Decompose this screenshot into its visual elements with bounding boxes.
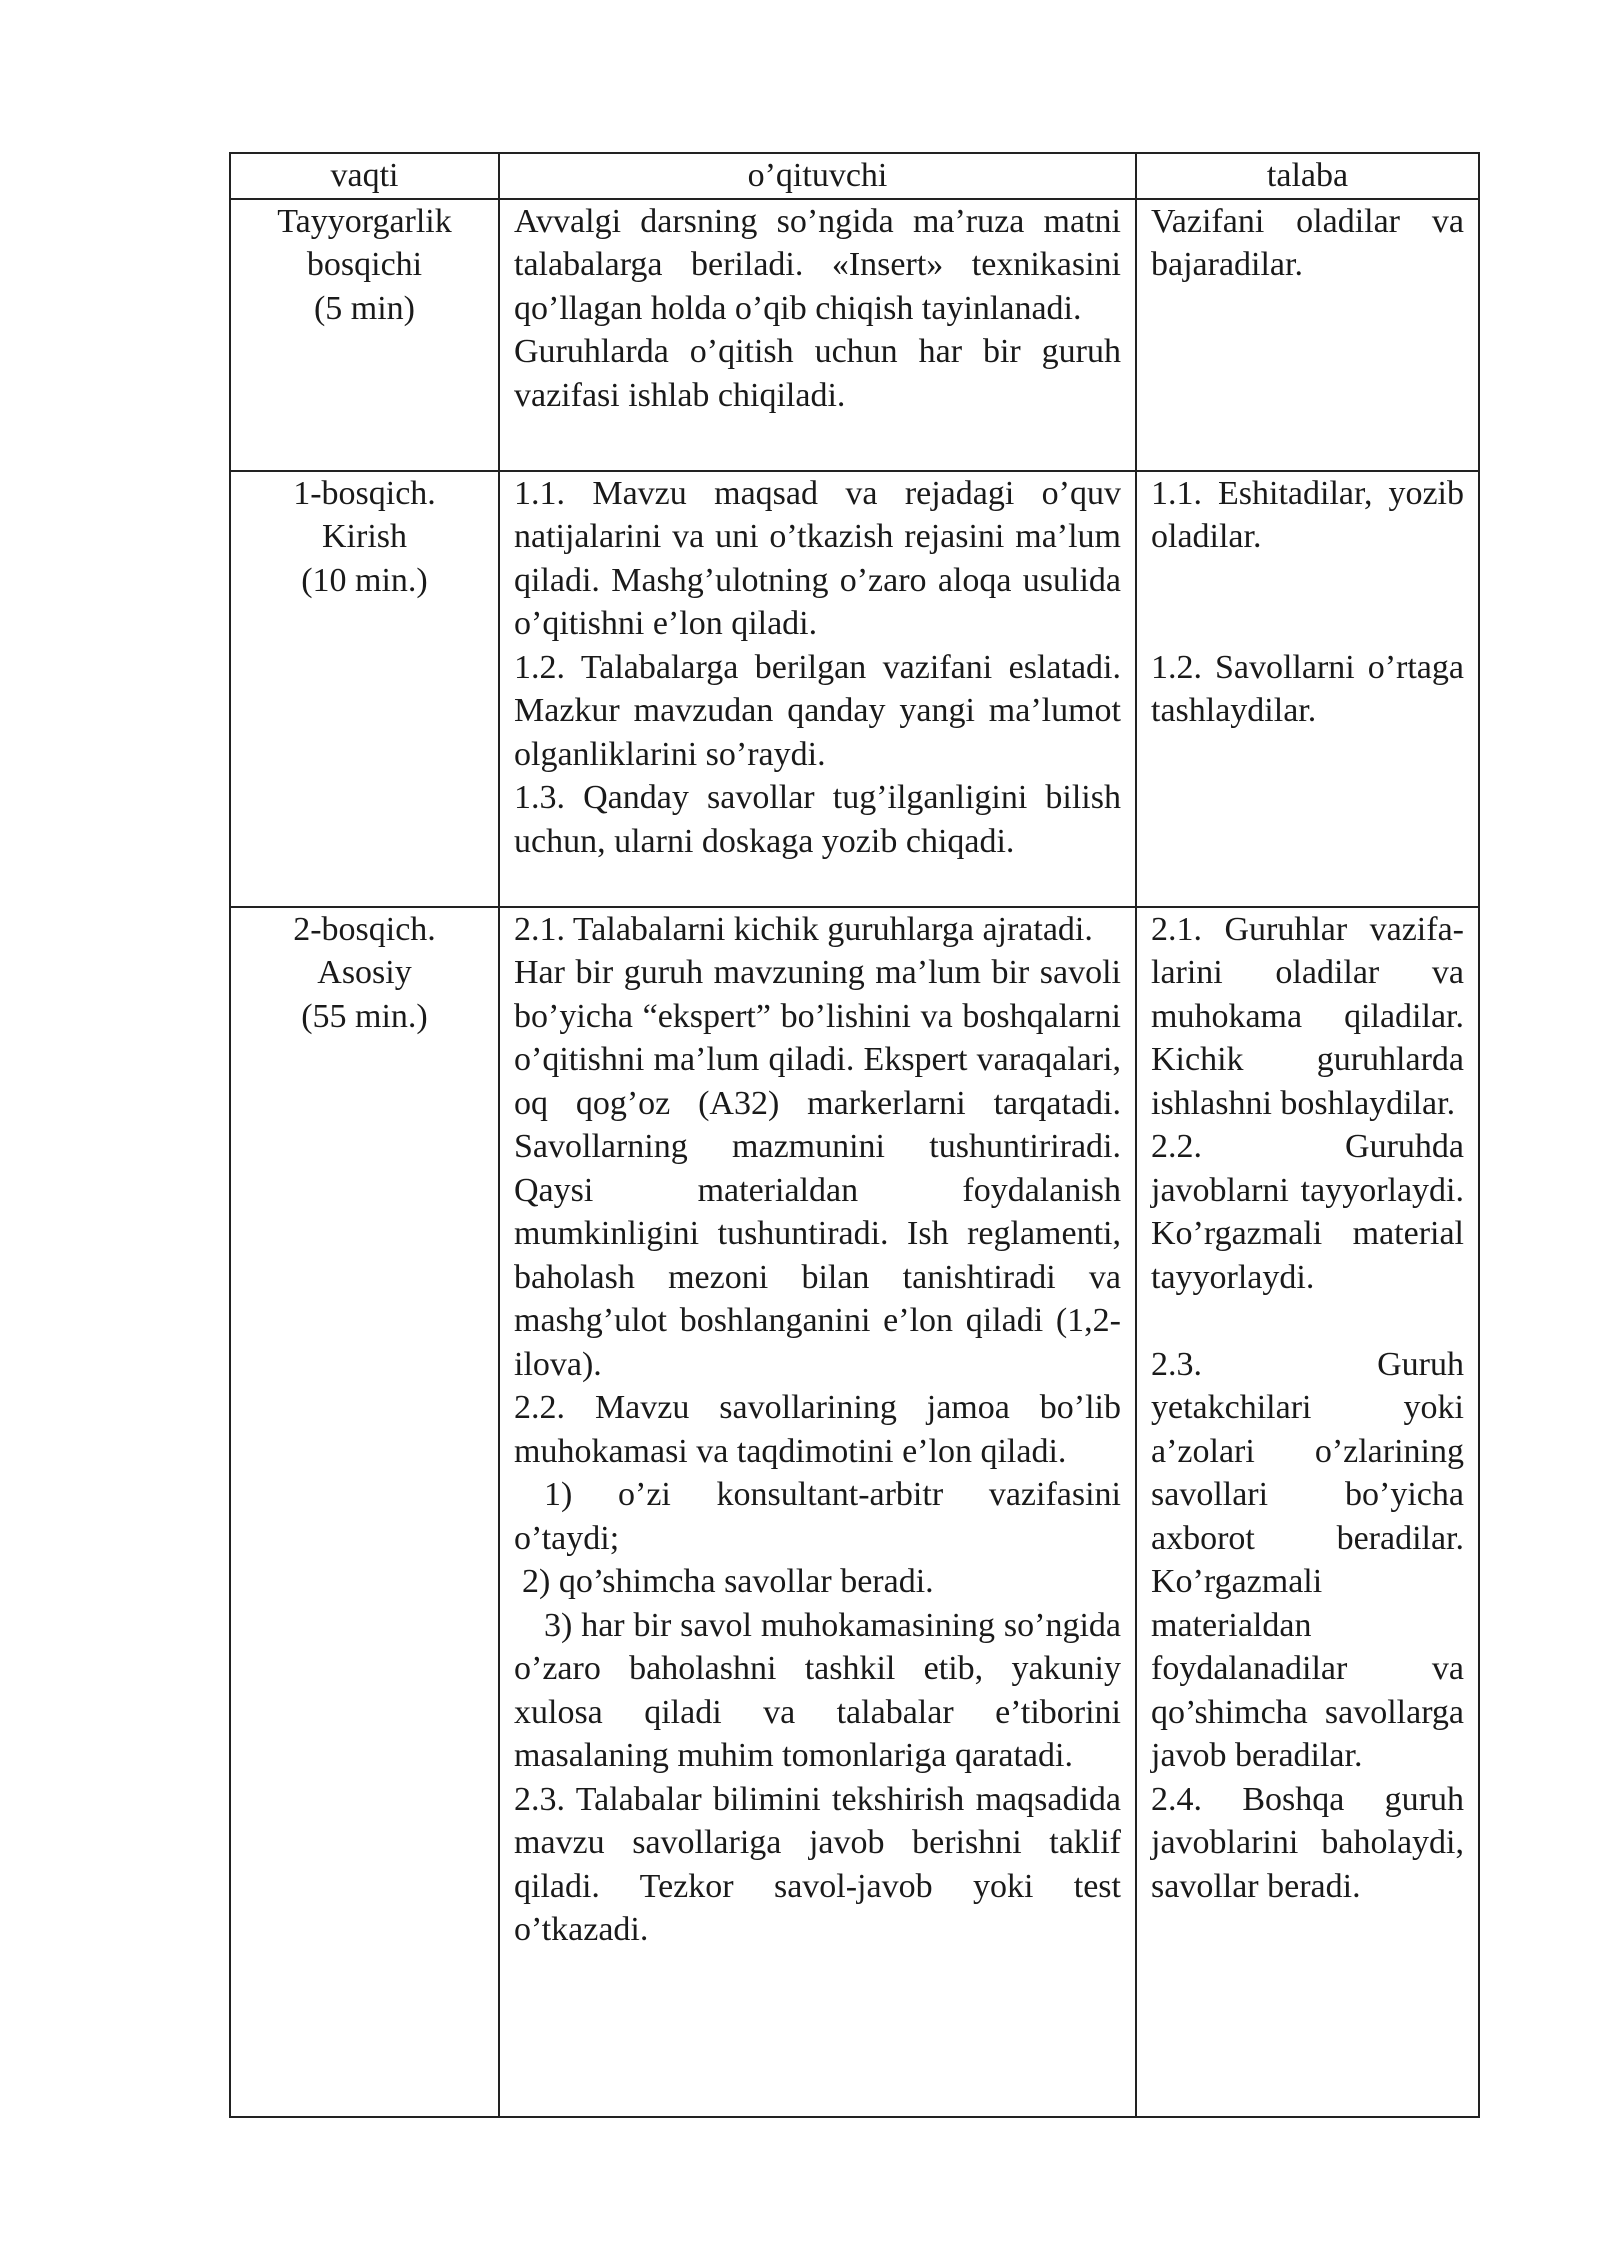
table-row — [230, 199, 1479, 471]
stage-subtitle: Asosiy — [317, 954, 412, 991]
stage-subtitle: bosqichi — [306, 246, 423, 283]
student-paragraph: 2.1. Guruhlar vazifa-larini oladilar va muhokama qiladilar. Kichik guruhlarda ishlashni boshlaydilar. — [1151, 910, 1464, 1122]
stage-duration: (5 min) — [313, 289, 416, 327]
student-paragraph: 1.1. Eshitadilar, yozib oladilar. — [1151, 474, 1464, 555]
time-cell — [230, 199, 499, 471]
teacher-cell — [499, 471, 1136, 907]
teacher-list-item: 3) har bir savol muhokamasining so’ngida o’zaro baholashni tashkil etib, yakuniy xulosa qiladi va talabalar e’tiborini masalaning muhim tomonlariga qaratadi. — [514, 1606, 1121, 1774]
student-cell — [1136, 471, 1479, 907]
stage-name: 1-bosqich. — [293, 474, 436, 512]
spacer — [1151, 559, 1464, 603]
table-row — [230, 907, 1479, 2117]
teacher-paragraph: Har bir guruh mavzuning ma’lum bir savoli bo’yicha “ekspert” bo’lishini va boshqalarni o’qitishni ma’lum qiladi. Ekspert varaqalari, oq qog’oz (A32) markerlarni tarqatadi. Savollarning mazmunini tushuntiriradi. Qaysi materialdan foydalanish mumkinligini tushuntiradi. Ish reglamenti, baholash mezoni bilan tanishtiradi va mashg’ulot boshlanganini e’lon qiladi (1,2-ilova). — [514, 954, 1121, 1383]
header-teacher: o’qituvchi — [499, 153, 1136, 199]
teacher-list-item: 1) o’zi konsultant-arbitr vazifasini o’taydi; — [514, 1476, 1121, 1557]
table-row — [230, 471, 1479, 907]
spacer — [1151, 602, 1464, 646]
student-paragraph: Vazifani oladilar va bajaradilar. — [1151, 202, 1464, 283]
teacher-paragraph: 2.1. Talabalarni kichik guruhlarga ajratadi. — [514, 910, 1093, 948]
lesson-plan-table — [229, 152, 1480, 2118]
teacher-paragraph: Guruhlarda o’qitish uchun har bir guruh vazifasi ishlab chiqiladi. — [514, 333, 1121, 414]
student-paragraph: 2.2. Guruhda javoblarni tayyorlaydi. Ko’rgazmali material tayyorlaydi. — [1151, 1128, 1464, 1296]
teacher-cell — [499, 907, 1136, 2117]
header-time: vaqti — [230, 153, 499, 199]
teacher-paragraph: 1.3. Qanday savollar tug’ilganligini bilish uchun, ularni doskaga yozib chiqadi. — [514, 779, 1121, 860]
stage-name: 2-bosqich. — [293, 910, 436, 948]
stage-duration: (10 min.) — [301, 561, 428, 599]
stage-duration: (55 min.) — [301, 997, 428, 1035]
teacher-list-item: 2) qo’shimcha savollar beradi. — [522, 1563, 934, 1600]
student-paragraph: 2.3. Guruh yetakchilari yoki a’zolari o’zlarining savollari bo’yicha axborot beradilar. Ko’rgazmali materialdan foydalanadilar va qo’shimcha savollarga javob beradilar. — [1151, 1345, 1464, 1774]
header-row — [230, 153, 1479, 199]
student-paragraph: 1.2. Savollarni o’rtaga tashlaydilar. — [1151, 648, 1464, 729]
stage-name: Tayyorgarlik — [277, 202, 452, 240]
time-cell — [230, 907, 499, 2117]
header-student: talaba — [1136, 153, 1479, 199]
teacher-paragraph: 2.3. Talabalar bilimini tekshirish maqsadida mavzu savollariga javob berishni taklif qiladi. Tezkor savol-javob yoki test o’tkazadi. — [514, 1780, 1121, 1948]
teacher-paragraph: 1.1. Mavzu maqsad va rejadagi o’quv natijalarini va uni o’tkazish rejasini ma’lum qiladi. Mashg’ulotning o’zaro aloqa usulida o’qitishni e’lon qiladi. — [514, 474, 1121, 642]
stage-subtitle: Kirish — [322, 518, 407, 555]
time-cell — [230, 471, 499, 907]
teacher-paragraph: 2.2. Mavzu savollarining jamoa bo’lib muhokamasi va taqdimotini e’lon qiladi. — [514, 1389, 1121, 1470]
student-paragraph: 2.4. Boshqa guruh javoblarini baholaydi, savollar beradi. — [1151, 1780, 1464, 1905]
teacher-cell — [499, 199, 1136, 471]
teacher-paragraph: Avvalgi darsning so’ngida ma’ruza matni talabalarga beriladi. «Insert» texnikasini qo’llagan holda o’qib chiqish tayinlanadi. — [514, 202, 1121, 327]
student-cell — [1136, 199, 1479, 471]
spacer — [1151, 1299, 1464, 1343]
teacher-paragraph: 1.2. Talabalarga berilgan vazifani eslatadi. Mazkur mavzudan qanday yangi ma’lumot olganliklarini so’raydi. — [514, 648, 1121, 773]
student-cell — [1136, 907, 1479, 2117]
